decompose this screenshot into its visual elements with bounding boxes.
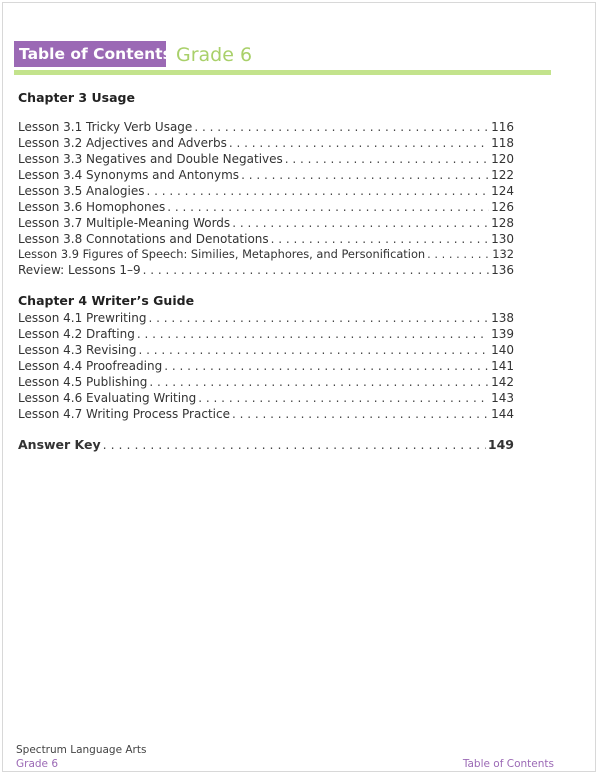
- toc-entry-label: Lesson 4.5 Publishing: [18, 375, 148, 389]
- toc-entry[interactable]: [18, 199, 514, 215]
- toc-entry-page: 122: [491, 168, 514, 182]
- page-title: Table of Contents: [14, 41, 166, 67]
- toc-entry-answer-key[interactable]: [18, 437, 514, 453]
- toc-entry-page: 140: [491, 343, 514, 357]
- leader-dots: [229, 135, 489, 151]
- leader-dots: [146, 183, 489, 199]
- toc-entry[interactable]: [18, 358, 514, 374]
- toc-entry-label: Lesson 3.2 Adjectives and Adverbs: [18, 136, 227, 150]
- toc-entry-label: Review: Lessons 1–9: [18, 263, 141, 277]
- toc-entry-label: Lesson 3.7 Multiple-Meaning Words: [18, 216, 231, 230]
- toc-entry-page: 139: [491, 327, 514, 341]
- toc-entry-label: Lesson 4.6 Evaluating Writing: [18, 391, 197, 405]
- toc-entry-label: Lesson 4.2 Drafting: [18, 327, 135, 341]
- leader-dots: [194, 119, 489, 135]
- toc-entry-page: 126: [491, 200, 514, 214]
- toc-entry-page: 124: [491, 184, 514, 198]
- toc-entry-page: 141: [491, 359, 514, 373]
- leader-dots: [143, 262, 489, 278]
- leader-dots: [148, 310, 489, 326]
- toc-entry[interactable]: [18, 135, 514, 151]
- toc-entry-page: 136: [491, 263, 514, 277]
- grade-label: Grade 6: [176, 44, 253, 66]
- toc-entry-page: 142: [491, 375, 514, 389]
- leader-dots: [103, 437, 486, 453]
- toc-entry-page: 149: [487, 437, 514, 452]
- footer-book-title: Spectrum Language Arts: [16, 744, 147, 756]
- toc-entry[interactable]: [18, 151, 514, 167]
- chapter-4-heading: Chapter 4 Writer’s Guide: [18, 293, 195, 308]
- toc-entry-page: 144: [491, 407, 514, 421]
- chapter-3-heading: Chapter 3 Usage: [18, 90, 135, 105]
- toc-entry[interactable]: [18, 342, 514, 358]
- toc-entry-page: 143: [491, 391, 514, 405]
- toc-entry-label: Lesson 3.4 Synonyms and Antonyms: [18, 168, 240, 182]
- toc-entry-label: Lesson 4.7 Writing Process Practice: [18, 407, 230, 421]
- leader-dots: [198, 390, 489, 406]
- toc-entry[interactable]: [18, 119, 514, 135]
- toc-entry[interactable]: [18, 183, 514, 199]
- toc-entry-page: 118: [491, 136, 514, 150]
- leader-dots: [285, 151, 489, 167]
- toc-entry-label: Lesson 4.1 Prewriting: [18, 311, 147, 325]
- toc-entry-label: Lesson 4.3 Revising: [18, 343, 137, 357]
- toc-entry-label: Lesson 3.8 Connotations and Denotations: [18, 232, 269, 246]
- toc-entry-label: Lesson 3.9 Figures of Speech: Similies, Metaphores, and Personification: [18, 247, 426, 261]
- toc-entry[interactable]: [18, 246, 514, 262]
- footer-grade: Grade 6: [16, 758, 59, 770]
- toc-entry[interactable]: [18, 167, 514, 183]
- toc-entry-page: 132: [492, 247, 514, 261]
- toc-entry[interactable]: [18, 231, 514, 247]
- toc-entry-page: 116: [491, 120, 514, 134]
- toc-entry-label: Lesson 3.5 Analogies: [18, 184, 145, 198]
- leader-dots: [271, 231, 489, 247]
- leader-dots: [427, 246, 490, 262]
- toc-entry[interactable]: [18, 326, 514, 342]
- toc-entry-label: Answer Key: [18, 437, 101, 452]
- leader-dots: [241, 167, 489, 183]
- leader-dots: [138, 342, 489, 358]
- leader-dots: [232, 406, 489, 422]
- toc-entry-page: 128: [491, 216, 514, 230]
- header-divider: [14, 70, 551, 75]
- toc-entry-page: 130: [491, 232, 514, 246]
- toc-entry-label: Lesson 3.3 Negatives and Double Negatives: [18, 152, 283, 166]
- leader-dots: [232, 215, 489, 231]
- toc-entry-page: 120: [491, 152, 514, 166]
- leader-dots: [164, 358, 489, 374]
- toc-entry[interactable]: [18, 262, 514, 278]
- toc-entry[interactable]: [18, 310, 514, 326]
- toc-entry-label: Lesson 4.4 Proofreading: [18, 359, 163, 373]
- footer-section: Table of Contents: [462, 758, 554, 770]
- leader-dots: [149, 374, 489, 390]
- leader-dots: [167, 199, 489, 215]
- toc-entry[interactable]: [18, 390, 514, 406]
- toc-entry[interactable]: [18, 374, 514, 390]
- toc-entry[interactable]: [18, 215, 514, 231]
- toc-entry[interactable]: [18, 406, 514, 422]
- toc-entry-page: 138: [491, 311, 514, 325]
- toc-entry-label: Lesson 3.1 Tricky Verb Usage: [18, 120, 193, 134]
- leader-dots: [137, 326, 489, 342]
- toc-entry-label: Lesson 3.6 Homophones: [18, 200, 166, 214]
